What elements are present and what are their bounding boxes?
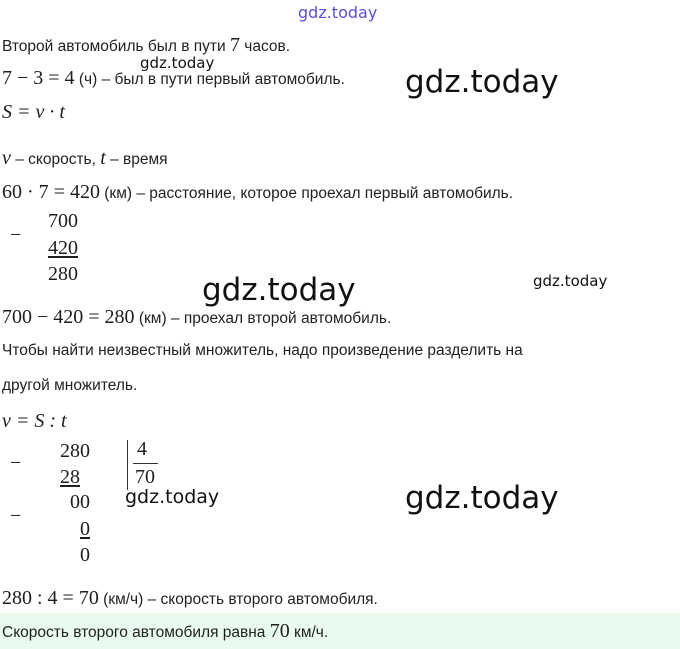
division-minus-1: −	[10, 452, 22, 474]
answer-number: 70	[269, 620, 290, 642]
division-remainder-1: 00	[70, 491, 90, 513]
subtraction-subtrahend: 420	[48, 237, 78, 259]
watermark-large-1: gdz.today	[405, 64, 559, 100]
subtraction-minus: −	[10, 224, 22, 246]
line-9-formula: v = S : t	[2, 410, 67, 432]
line-10-text: (км/ч) – скорость второго автомобиля.	[98, 591, 378, 608]
line-3-formula: S = v · t	[2, 101, 65, 123]
line-6-formula: 700 − 420 = 280	[2, 306, 135, 328]
line-6-text: (км) – проехал второй автомобиль.	[134, 310, 392, 327]
line-4-v: v	[2, 147, 11, 169]
watermark-medium-1: gdz.today	[125, 486, 220, 508]
division-dividend: 280	[60, 440, 90, 462]
line-10-formula: 280 : 4 = 70	[2, 587, 99, 609]
division-remainder-2: 0	[80, 544, 90, 566]
line-2-formula: 7 − 3 = 4	[2, 67, 75, 89]
division-bracket	[127, 440, 128, 490]
line-5-text: (км) – расстояние, которое проехал первый автомобиль.	[99, 185, 514, 202]
line-10	[2, 587, 378, 610]
line-2	[2, 67, 345, 90]
line-5-formula: 60 · 7 = 420	[2, 181, 100, 203]
subtraction-result: 280	[48, 263, 78, 285]
answer-tail: км/ч.	[289, 624, 329, 641]
line-1-number: 7	[230, 34, 240, 56]
division-divisor: 4	[137, 438, 147, 460]
line-1-text: Второй автомобиль был в пути	[2, 38, 230, 55]
watermark-large-2: gdz.today	[202, 272, 356, 308]
line-4	[2, 147, 168, 170]
line-4-mid: – скорость,	[10, 151, 101, 168]
line-2-text: (ч) – был в пути первый автомобиль.	[74, 71, 345, 88]
subtraction-minuend: 700	[48, 210, 78, 232]
division-minus-2: −	[10, 505, 22, 527]
line-6	[2, 306, 391, 329]
line-5	[2, 181, 513, 204]
answer-line	[2, 620, 328, 643]
watermark-large-3: gdz.today	[405, 480, 559, 516]
division-subtract-1: 28	[60, 466, 80, 488]
watermark-small-1: gdz.today	[140, 54, 215, 72]
watermark-small-2: gdz.today	[533, 272, 608, 290]
division-quotient: 70	[135, 466, 155, 488]
line-4-t: t	[100, 147, 106, 169]
line-1-tail: часов.	[240, 38, 291, 55]
answer-text: Скорость второго автомобиля равна	[2, 624, 270, 641]
line-7: Чтобы найти неизвестный множитель, надо произведение разделить на	[2, 342, 523, 359]
line-4-tail: – время	[105, 151, 168, 168]
watermark-top: gdz.today	[298, 3, 378, 22]
division-subtract-2: 0	[80, 518, 90, 540]
line-8: другой множитель.	[2, 377, 138, 394]
division-divisor-line	[133, 463, 158, 464]
